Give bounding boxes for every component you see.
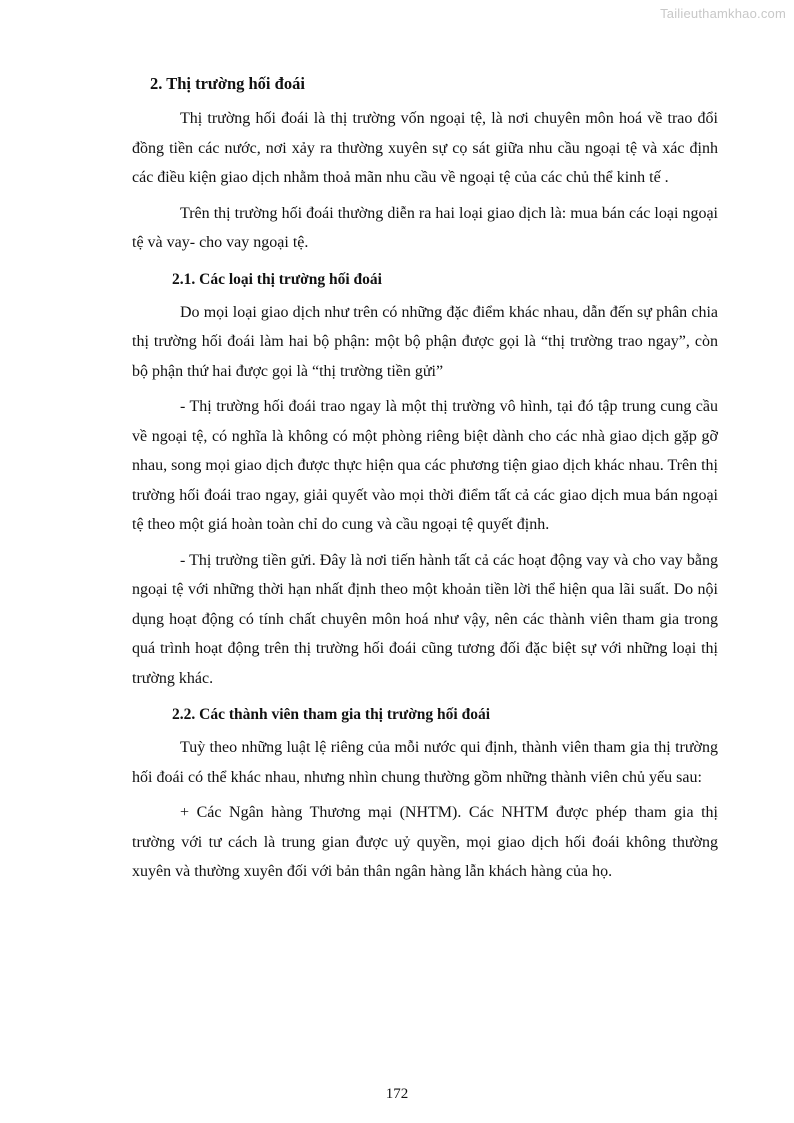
subsection-heading-2-2: 2.2. Các thành viên tham gia thị trường hối đoái: [172, 706, 491, 723]
section-heading: 2. Thị trường hối đoái: [150, 74, 305, 93]
paragraph-7: + Các Ngân hàng Thương mại (NHTM). Các NHTM được phép tham gia thị trường với tư cách là trung gian được uỷ quyền, mọi giao dịch hối đoái không thường xuyên và thường xuyên đối với bản thân ngân hàng lẫn khách hàng của họ.: [132, 804, 718, 880]
subsection-heading-2-1: 2.1. Các loại thị trường hối đoái: [172, 270, 382, 288]
paragraph-5: - Thị trường tiền gửi. Đây là nơi tiến hành tất cả các hoạt động vay và cho vay bằng ngoại tệ với những thời hạn nhất định theo một khoản tiền lời thể hiện qua lãi suất. Do nội dụng hoạt động có tính chất chuyên môn hoá như vậy, nên các thành viên tham gia trong quá trình hoạt động trên thị trường hối đoái cũng tương đối đặc biệt sự với những loại thị trường khác.: [132, 551, 718, 687]
paragraph-4: - Thị trường hối đoái trao ngay là một thị trường vô hình, tại đó tập trung cung cầu về ngoại tệ, có nghĩa là không có một phòng riêng biệt dành cho các nhà giao dịch gặp gỡ nhau, song mọi giao dịch được thực hiện qua các phương tiện giao dịch khác nhau. Trên thị trường hối đoái trao ngay, giải quyết vào mọi thời điểm tất cả các giao dịch mua bán ngoại tệ theo một giá hoàn toàn chỉ do cung và cầu ngoại tệ quyết định.: [132, 398, 718, 533]
paragraph-3: Do mọi loại giao dịch như trên có những đặc điểm khác nhau, dẫn đến sự phân chia thị trường hối đoái làm hai bộ phận: một bộ phận được gọi là “thị trường trao ngay”, còn bộ phận thứ hai được gọi là “thị trường tiền gửi”: [132, 303, 718, 380]
paragraph-1: Thị trường hối đoái là thị trường vốn ngoại tệ, là nơi chuyên môn hoá về trao đổi đồng tiền các nước, nơi xảy ra thường xuyên sự cọ sát giữa nhu cầu ngoại tệ và xác định các điều kiện giao dịch nhằm thoả mãn nhu cầu về ngoại tệ của các chủ thể kinh tế .: [132, 110, 718, 186]
page-number: 172: [385, 1086, 409, 1102]
paragraph-6: Tuỳ theo những luật lệ riêng của mỗi nước qui định, thành viên tham gia thị trường hối đoái có thể khác nhau, nhưng nhìn chung thường gồm những thành viên chủ yếu sau:: [132, 739, 718, 786]
watermark: Tailieuthamkhao.com: [660, 6, 786, 21]
paragraph-2: Trên thị trường hối đoái thường diễn ra hai loại giao dịch là: mua bán các loại ngoại tệ và vay- cho vay ngoại tệ.: [132, 204, 718, 251]
page-content: [132, 72, 718, 887]
